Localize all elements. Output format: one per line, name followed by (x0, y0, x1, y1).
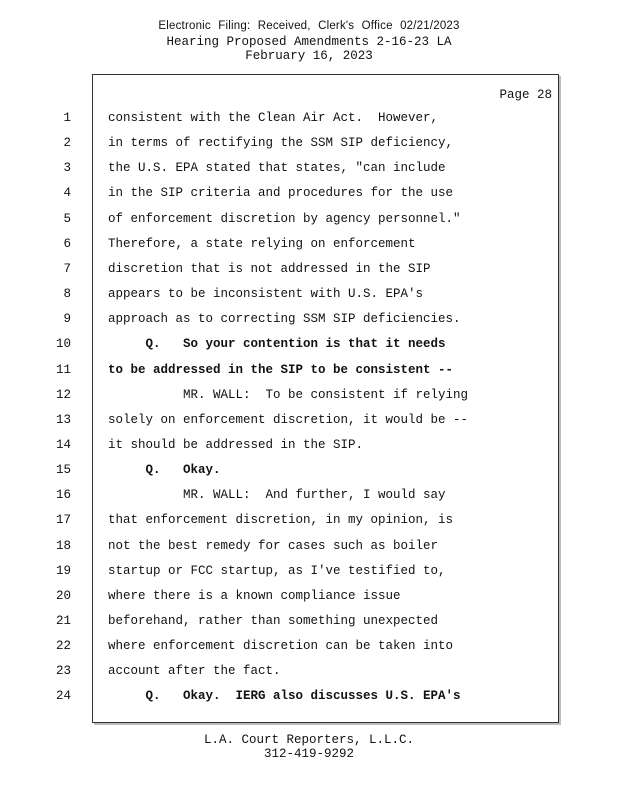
transcript-line (55, 488, 558, 513)
line-number: 2 (63, 136, 71, 151)
line-text: consistent with the Clean Air Act. However, (108, 111, 439, 125)
transcript-line (55, 639, 558, 664)
line-text: it should be addressed in the SIP. (108, 437, 364, 452)
line-number: 6 (63, 236, 71, 251)
transcript-line (63, 287, 558, 312)
footer-phone: 312-419-9292 (263, 747, 354, 761)
line-text: where enforcement discretion can be taken into (108, 639, 454, 654)
page-number: Page 28 (499, 88, 552, 102)
transcript-line (55, 337, 558, 362)
line-number: 15 (55, 463, 71, 478)
line-text: MR. WALL: To be consistent if relying (108, 387, 469, 402)
line-text: Q. So your contention is that it needs (108, 337, 446, 352)
line-number: 4 (63, 186, 71, 201)
line-text: Q. Okay. IERG also discusses U.S. EPA's (108, 689, 461, 704)
line-number: 19 (55, 563, 71, 578)
line-number: 11 (55, 362, 71, 377)
line-number: 8 (63, 287, 71, 302)
line-text: startup or FCC startup, as I've testified to, (108, 563, 446, 578)
line-text: in the SIP criteria and procedures for the use (108, 186, 454, 201)
line-number: 5 (63, 211, 71, 226)
transcript-line (63, 136, 558, 161)
line-number: 17 (55, 513, 71, 528)
line-text: solely on enforcement discretion, it would be -- (108, 412, 469, 427)
line-number: 21 (55, 614, 71, 628)
transcript-line (55, 614, 558, 639)
line-text: not the best remedy for cases such as boiler (108, 538, 439, 553)
line-number: 12 (55, 387, 71, 402)
transcript-line (63, 111, 558, 136)
footer-company: L.A. Court Reporters, L.L.C. (203, 733, 415, 747)
line-number: 9 (63, 312, 71, 327)
line-text: Therefore, a state relying on enforcement (108, 236, 416, 251)
line-text: approach as to correcting SSM SIP deficiencies. (108, 312, 461, 327)
transcript-line (63, 211, 558, 237)
line-text: discretion that is not addressed in the SIP (108, 261, 431, 276)
transcript-line (55, 437, 558, 463)
line-number: 7 (63, 261, 71, 276)
line-number: 18 (55, 538, 71, 553)
line-text: Q. Okay. (108, 463, 221, 478)
transcript-line (55, 412, 558, 438)
line-text: where there is a known compliance issue (108, 588, 401, 603)
line-number: 10 (55, 337, 71, 352)
transcript-line (55, 664, 558, 689)
line-number: 3 (63, 161, 71, 176)
line-text: appears to be inconsistent with U.S. EPA's (108, 287, 424, 302)
line-number: 20 (55, 588, 71, 603)
transcript-line (55, 689, 558, 714)
transcript-line (55, 588, 558, 614)
line-text: account after the fact. (108, 664, 281, 679)
transcript-page (55, 74, 559, 723)
line-text: in terms of rectifying the SSM SIP deficiency, (108, 136, 454, 151)
transcript-line (63, 236, 558, 262)
line-number: 24 (55, 689, 71, 704)
line-text: beforehand, rather than something unexpected (108, 614, 439, 628)
transcript-line (55, 563, 558, 589)
transcript-line (55, 362, 558, 388)
line-text: the U.S. EPA stated that states, "can include (108, 161, 446, 176)
transcript-line (63, 161, 558, 186)
transcript-line (63, 186, 558, 211)
line-number: 16 (55, 488, 71, 503)
transcript-line (55, 387, 558, 413)
transcript-line (63, 312, 558, 337)
transcript-line (55, 513, 558, 538)
line-number: 23 (55, 664, 71, 679)
line-number: 14 (55, 437, 71, 452)
transcript-line (63, 261, 558, 287)
filing-stamp: Electronic Filing: Received, Clerk's Office 02/21/2023 (158, 20, 460, 32)
line-text: to be addressed in the SIP to be consistent -- (108, 362, 454, 377)
line-text: that enforcement discretion, in my opinion, is (108, 513, 454, 528)
line-text: MR. WALL: And further, I would say (108, 488, 446, 503)
transcript-date: February 16, 2023 (245, 49, 373, 63)
transcript-title: Hearing Proposed Amendments 2-16-23 LA (166, 35, 452, 49)
line-number: 22 (55, 639, 71, 654)
line-number: 1 (63, 111, 71, 125)
transcript-line (55, 538, 558, 564)
line-text: of enforcement discretion by agency personnel." (108, 211, 461, 226)
transcript-line (55, 463, 558, 488)
line-number: 13 (55, 412, 71, 427)
